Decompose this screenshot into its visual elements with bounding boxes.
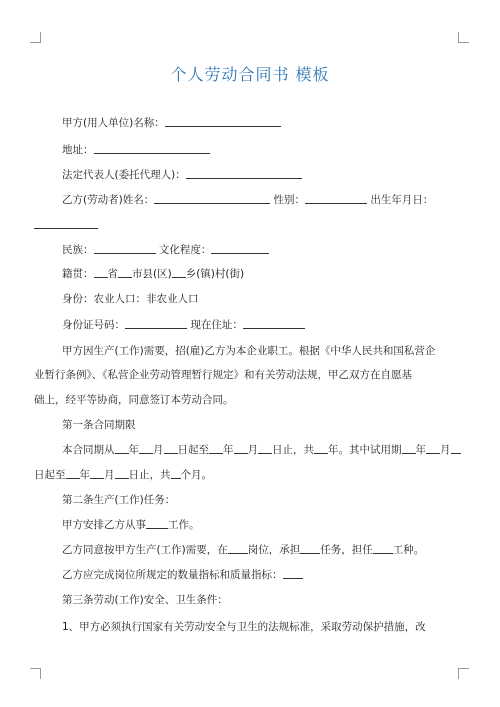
article-2-heading: 第二条生产(工作)任务： bbox=[62, 494, 176, 506]
preamble-line-1: 甲方因生产(工作)需要，招(雇)乙方为本企业职工。根据《中华人民共和国私营企 bbox=[62, 345, 436, 357]
contract-term-line-2: 日起至 年 月 日止，共 个月。 bbox=[34, 469, 212, 481]
position-line: 乙方同意按甲方生产(工作)需要，在 岗位，承担 任务，担任 工种。 bbox=[62, 544, 425, 556]
article-1-heading: 第一条合同期限 bbox=[62, 419, 136, 431]
employee-name-line: 乙方(劳动者)姓名： 性别： 出生年月日： bbox=[62, 194, 434, 206]
contract-term-line-1: 本合同期从 年 月 日起至 年 月 日止，共 年。其中试用期 年 月 bbox=[62, 443, 461, 457]
work-assignment-line: 甲方安排乙方从事 工作。 bbox=[62, 519, 200, 531]
address-line: 地址： bbox=[62, 143, 210, 157]
safety-clause-line: 1、甲方必须执行国家有关劳动安全与卫生的法规标准，采取劳动保护措施，改 bbox=[62, 621, 426, 633]
id-number-address-line: 身份证号码： 现在住址： bbox=[62, 318, 305, 332]
birthdate-continuation-line bbox=[34, 218, 98, 232]
corner-mark-bottom-left bbox=[30, 668, 41, 679]
employer-name-line: 甲方(用人单位)名称： bbox=[62, 116, 281, 130]
quota-line: 乙方应完成岗位所规定的数量指标和质量指标： bbox=[62, 568, 303, 582]
preamble-line-2: 业暂行条例》、《私营企业劳动管理暂行规定》和有关劳动法规，甲乙双方在自愿基 bbox=[34, 369, 412, 381]
corner-mark-bottom-right bbox=[458, 668, 469, 679]
document-title: 个人劳动合同书 模板 bbox=[170, 65, 330, 84]
native-place-line: 籍贯： 省 市县(区) 乡(镇)村(街) bbox=[62, 268, 245, 280]
preamble-line-3: 础上，经平等协商，同意签订本劳动合同。 bbox=[34, 394, 234, 406]
legal-rep-line: 法定代表人(委托代理人)： bbox=[62, 168, 302, 182]
corner-mark-top-right bbox=[458, 32, 469, 43]
corner-mark-top-left bbox=[30, 32, 41, 43]
article-3-heading: 第三条劳动(工作)安全、卫生条件： bbox=[62, 594, 228, 606]
ethnicity-education-line: 民族： 文化程度： bbox=[62, 243, 269, 257]
identity-line: 身份：农业人口：非农业人口 bbox=[62, 293, 199, 305]
